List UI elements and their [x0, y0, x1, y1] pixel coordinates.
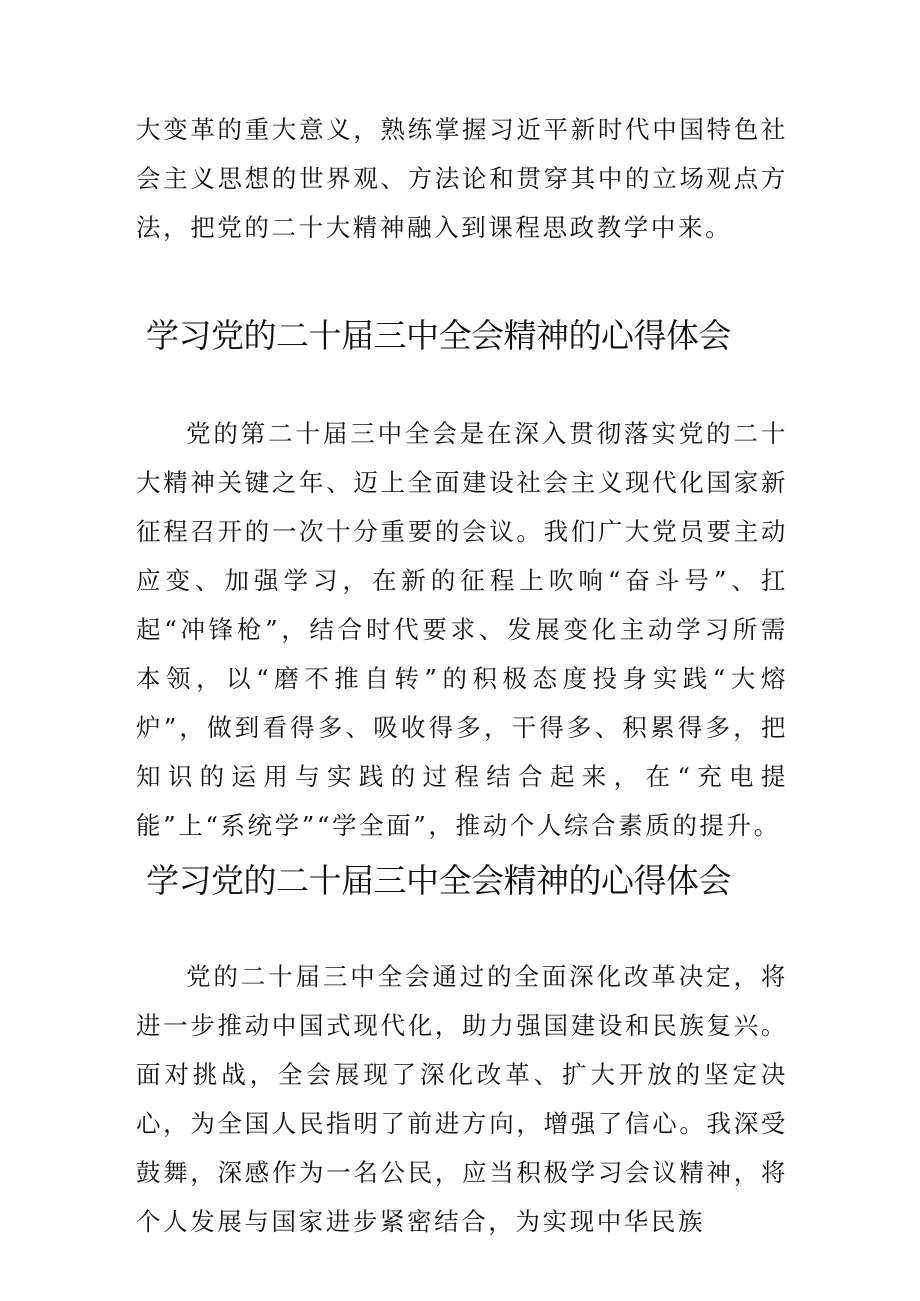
section-1-title: 学习党的二十届三中全会精神的心得体会 — [146, 316, 731, 355]
section-2-title: 学习党的二十届三中全会精神的心得体会 — [146, 861, 731, 900]
section-2-body: 党的二十届三中全会通过的全面深化改革决定，将进一步推动中国式现代化，助力强国建设和民族复兴。面对挑战，全会展现了深化改革、扩大开放的坚定决心，为全国人民指明了前进方向，增强了信心。我深受鼓舞，深感作为一名公民，应当积极学习会议精神，将个人发展与国家进步紧密结合，为实现中华民族 — [136, 962, 788, 1236]
continued-paragraph: 大变革的重大意义，熟练掌握习近平新时代中国特色社会主义思想的世界观、方法论和贯穿其中的立场观点方法，把党的二十大精神融入到课程思政教学中来。 — [136, 115, 788, 242]
section-1-body: 党的第二十届三中全会是在深入贯彻落实党的二十大精神关键之年、迈上全面建设社会主义现代化国家新征程召开的一次十分重要的会议。我们广大党员要主动应变、加强学习，在新的征程上吹响“奋斗号”、扛起“冲锋枪”，结合时代要求、发展变化主动学习所需本领，以“磨不推自转”的积极态度投身实践“大熔炉”，做到看得多、吸收得多，干得多、积累得多，把知识的运用与实践的过程结合起来，在“充电提能”上“系统学”“学全面”，推动个人综合素质的提升。 — [136, 419, 788, 840]
